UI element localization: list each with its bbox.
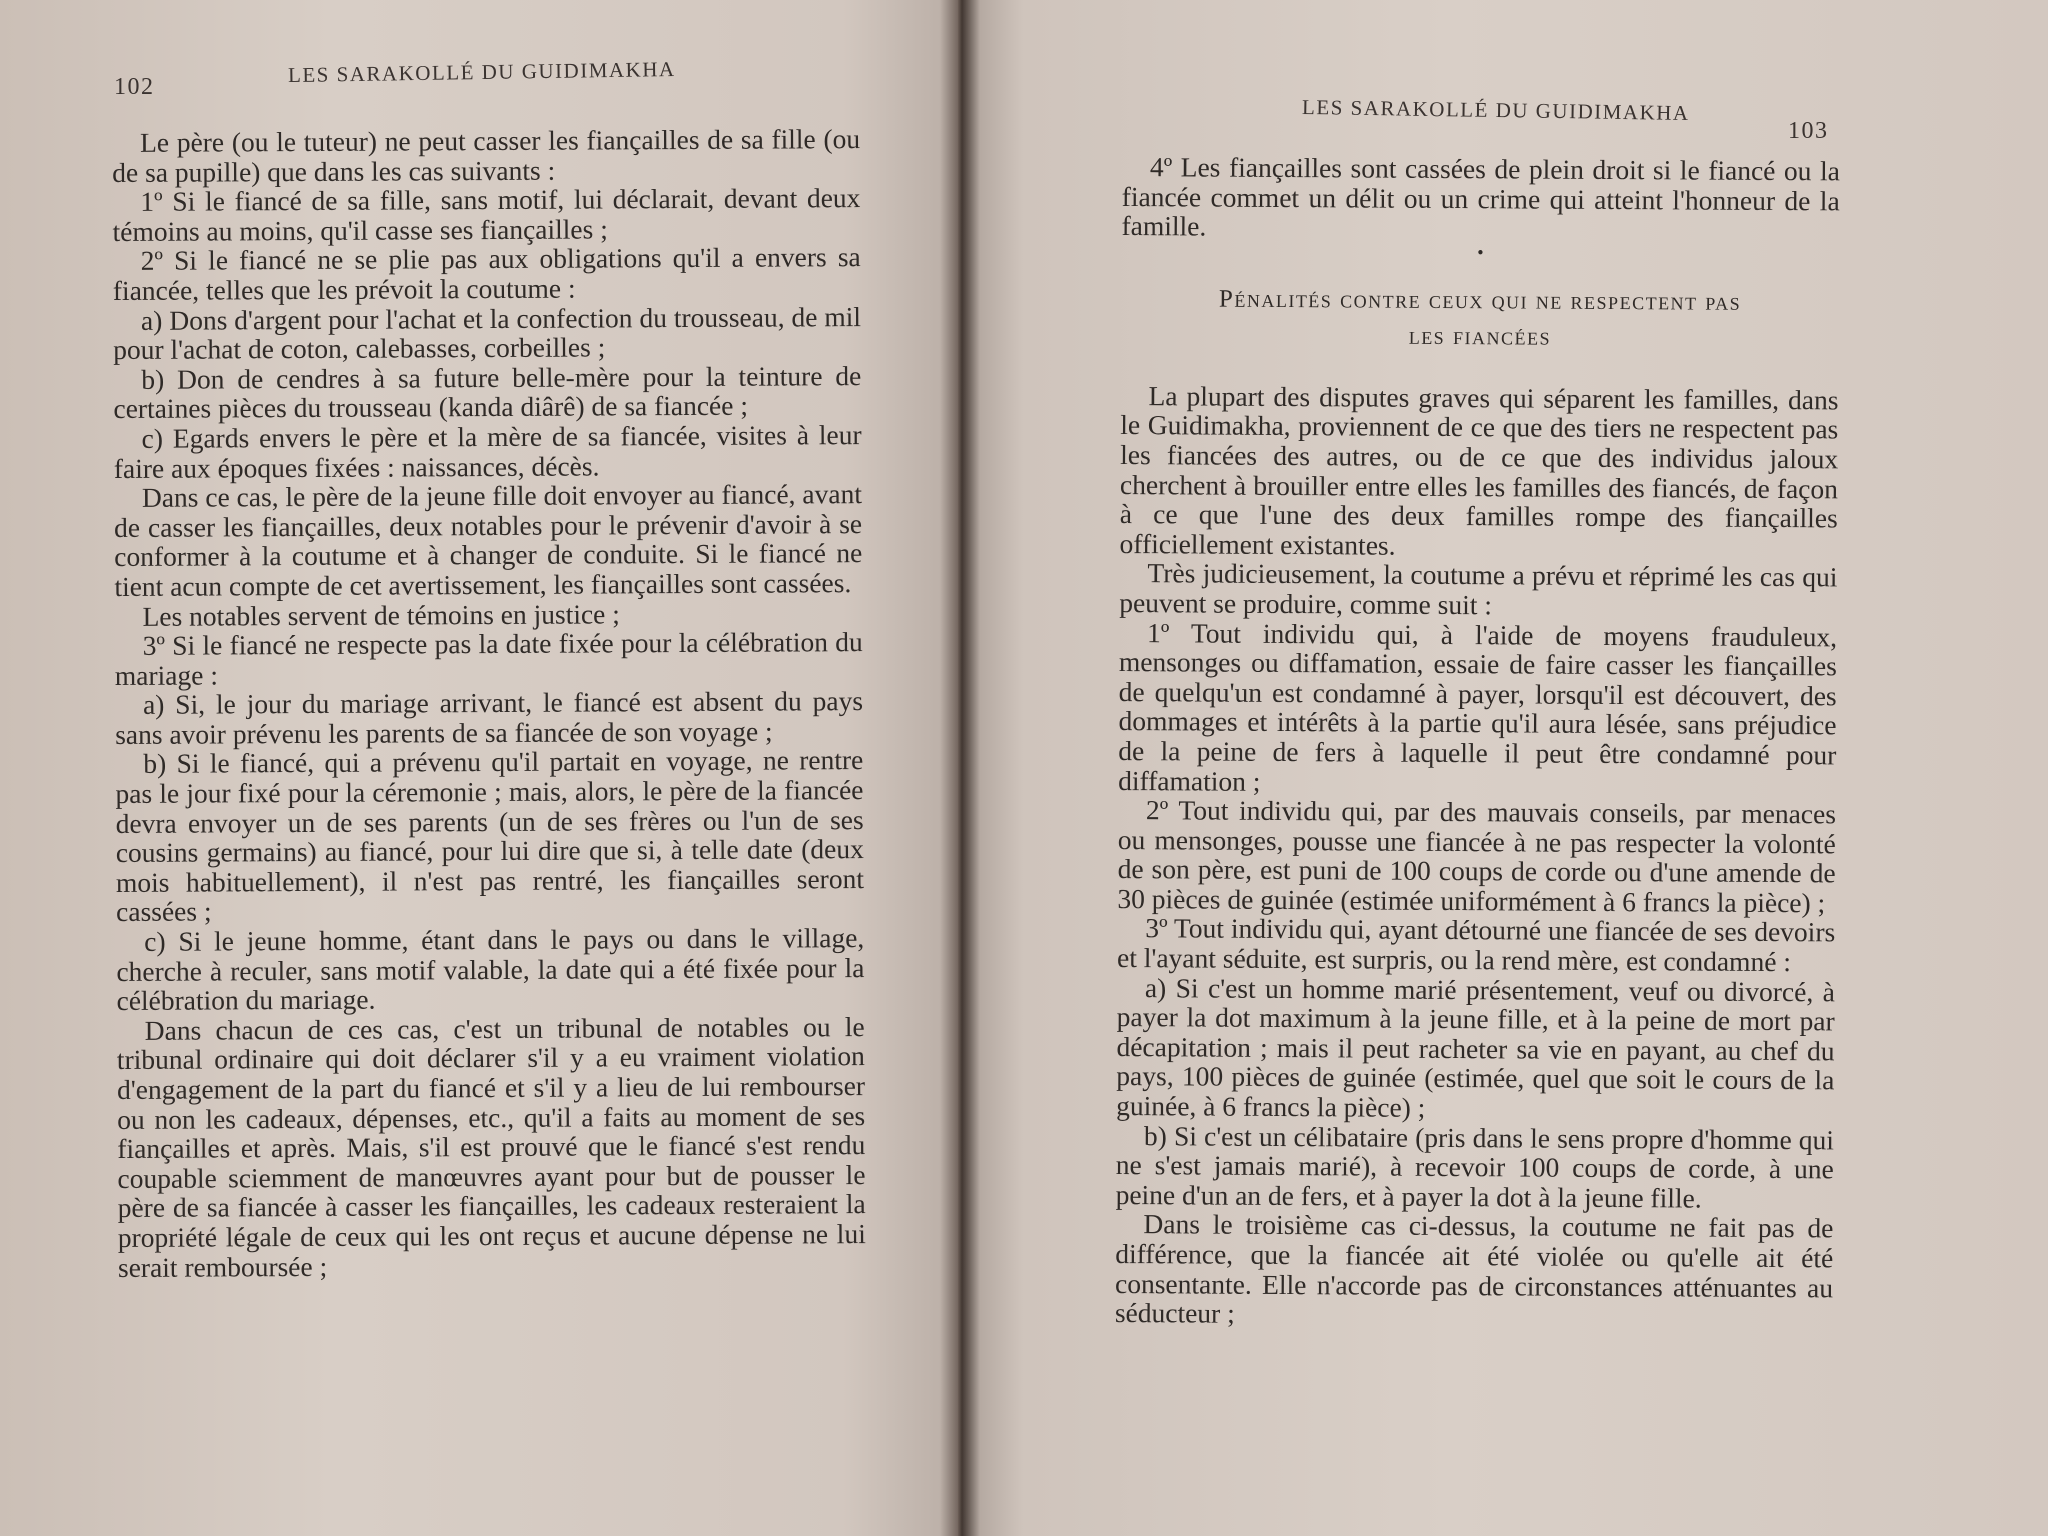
paragraph: a) Si, le jour du mariage arrivant, le fiancé est absent du pays sans avoir prévenu les parents de sa fiancée de son voyage ; — [115, 685, 864, 750]
paragraph: Les notables servent de témoins en justice ; — [142, 597, 620, 632]
paragraph: Dans ce cas, le père de la jeune fille doit envoyer au fiancé, avant de casser les fiançailles, deux notables pour le prévenir d'avoir à se conformer à la coutume et à changer de conduite. Si le fiancé ne tient acun compte de cet avertissement, les fiançailles sont cassées. — [114, 478, 863, 602]
paragraph: 2º Si le fiancé ne se plie pas aux obligations qu'il a envers sa fiancée, telles que les prévoit la coutume : — [112, 241, 861, 306]
paragraph: 3º Tout individu qui, ayant détourné une fiancée de ses devoirs et l'ayant séduite, est surpris, ou la rend mère, est condamné : — [1116, 912, 1836, 978]
right-page-number: 103 — [1788, 118, 1829, 144]
paragraph: La plupart des disputes graves qui séparent les familles, dans le Guidimakha, proviennent de ce que des tiers ne respectent pas les fiancées des autres, ou de ce que des individus jaloux cherchent à brouiller entre elles les familles des fiancés, de façon à ce que l'une des deux familles rompe des fiançailles officiellement existantes. — [1119, 379, 1839, 561]
paragraph: b) Si le fiancé, qui a prévenu qu'il partait en voyage, ne rentre pas le jour fixé pour la céremonie ; mais, alors, le père de la fiancée devra envoyer un de ses parents (un de ses frères ou l'un de ses cousins germains) au fiancé, pour lui dire que si, à telle date (deux mois habituellement), il n'est pas rentré, les fiançailles seront cassées ; — [115, 744, 865, 928]
paragraph: 1º Si le fiancé de sa fille, sans motif, lui déclarait, devant deux témoins au moins, qu'il casse ses fiançailles ; — [112, 182, 861, 247]
left-page — [0, 0, 958, 1536]
paragraph: a) Si c'est un homme marié présentement, veuf ou divorcé, à payer la dot maximum à la jeune fille, et à la peine de mort par décapitation ; mais il peut racheter sa vie en payant, au chef du pays, 100 pièces de guinée (estimée, quel que soit le cours de la guinée, à 6 francs la pièce) ; — [1116, 971, 1835, 1123]
ornament-dot: • — [1477, 241, 1484, 262]
paragraph: a) Dons d'argent pour l'achat et la confection du trousseau, de mil pour l'achat de coton, calebasses, corbeilles ; — [113, 300, 862, 366]
paragraph: b) Don de cendres à sa future belle-mère pour la teinture de certaines pièces du trousseau (kanda diârê) de sa fiancée ; — [113, 359, 862, 425]
paragraph: c) Si le jeune homme, étant dans le pays ou dans le village, cherche à reculer, sans motif valable, la date qui a été fixée pour la célébration du mariage. — [116, 922, 865, 1017]
left-page-body — [112, 124, 866, 1282]
paragraph: Dans chacun de ces cas, c'est un tribunal de notables ou le tribunal ordinaire qui doit déclarer s'il y a eu vraiment violation d'engagement de la part du fiancé et s'il y a lieu de lui rembourser ou non les cadeaux, dépenses, etc., qu'il a faits au moment de ses fiançailles et après. Mais, s'il est prouvé que le fiancé s'est rendu coupable sciemment de manœuvres ayant pour but de pousser le père de sa fiancée à casser les fiançailles, les cadeaux resteraient la propriété légale de ceux qui les ont reçus et aucune dépense ne lui serait remboursée ; — [116, 1010, 866, 1283]
paragraph: c) Egards envers le père et la mère de sa fiancée, visites à leur faire aux époques fixées : naissances, décès. — [113, 419, 862, 484]
paragraph: 4º Les fiançailles sont cassées de plein droit si le fiancé ou la fiancée commet un délit ou un crime qui atteint l'honneur de la famille. — [1121, 151, 1840, 242]
section-title-line-1: Pénalités contre ceux qui ne respectent pas — [1218, 285, 1742, 316]
left-running-head: LES SARAKOLLÉ DU GUIDIMAKHA — [287, 56, 676, 88]
right-page-body — [1115, 152, 1840, 1332]
paragraph: 2º Tout individu qui, par des mauvais conseils, par menaces ou mensonges, pousse une fiancée à ne pas respecter la volonté de son père, est puni de 100 coups de corde ou d'une amende de 30 pièces de guinée (estimée uniformément à 6 francs la pièce) ; — [1117, 794, 1837, 919]
section-title-line-2: les fiancées — [1408, 322, 1552, 351]
paragraph: b) Si c'est un célibataire (pris dans le sens propre d'homme qui ne s'est jamais marié), à recevoir 100 coups de corde, à une peine d'un an de fers, et à payer la dot à la jeune fille. — [1115, 1119, 1835, 1214]
paragraph: Dans le troisième cas ci-dessus, la coutume ne fait pas de différence, que la fiancée ait été violée ou qu'elle ait été consentante. Elle n'accorde pas de circonstances atténuantes au séducteur ; — [1114, 1208, 1834, 1329]
paragraph: Le père (ou le tuteur) ne peut casser les fiançailles de sa fille (ou de sa pupille) que dans les cas suivants : — [112, 123, 861, 188]
paragraph: 3º Si le fiancé ne respecte pas la date fixée pour la célébration du mariage : — [114, 626, 863, 691]
left-page-number: 102 — [114, 74, 155, 100]
right-page — [958, 0, 2048, 1536]
paragraph: Très judicieusement, la coutume a prévu et réprimé les cas qui peuvent se produire, comme suit : — [1119, 557, 1838, 621]
book-gutter — [940, 0, 980, 1536]
section-title — [1121, 281, 1839, 357]
paragraph: 1º Tout individu qui, à l'aide de moyens frauduleux, mensonges ou diffamation, essaie de faire casser les fiançailles de quelqu'un est condamné à payer, lorsqu'il est découvert, des dommages et intérêts à la partie qu'il aura lésée, sans préjudice de la peine de fers à laquelle il peut être condamné pour diffamation ; — [1118, 616, 1838, 797]
right-running-head: LES SARAKOLLÉ DU GUIDIMAKHA — [1301, 94, 1690, 126]
